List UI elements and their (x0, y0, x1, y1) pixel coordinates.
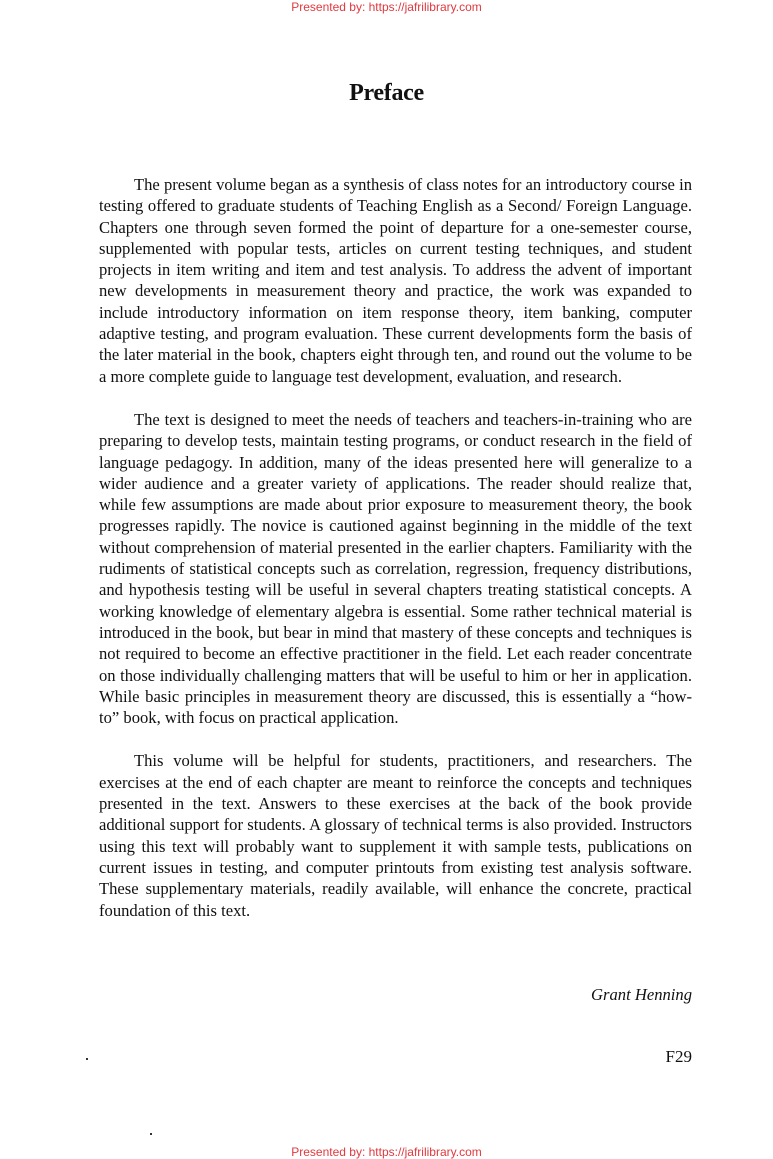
scan-speck (150, 1133, 152, 1135)
paragraph: This volume will be helpful for students, practitioners, and researchers. The exercises at the end of each chapter are meant to reinforce the concepts and techniques presented in the text. Answers to these exercises at the back of the book provide additional support for students. A glossary of technical terms is also provided. Instructors using this text will probably want to supplement it with sample tests, publications on current issues in testing, and computer printouts from existing test analysis software. These supplementary materials, readily available, will enhance the concrete, practical foundation of this text. (99, 751, 692, 920)
paragraph: The present volume began as a synthesis of class notes for an introductory course in testing offered to graduate students of Teaching English as a Second/ Foreign Language. Chapters one through seven formed the point of departure for a one-semester course, supplemented with popular tests, articles on current testing techniques, and student projects in item writing and item and test analysis. To address the advent of important new developments in measurement theory and practice, the work was expanded to include introductory information on item response theory, item banking, computer adaptive testing, and program evaluation. These current developments form the basis of the later material in the book, chapters eight through ten, and round out the volume to be a more complete guide to language test development, evaluation, and research. (99, 175, 692, 386)
paragraph: The text is designed to meet the needs of teachers and teachers-in-training who are preparing to develop tests, maintain testing programs, or conduct research in the field of language pedagogy. In addition, many of the ideas presented here will generalize to a wider audience and a greater variety of applications. The reader should realize that, while few assumptions are made about prior exposure to measurement theory, the book progresses rapidly. The novice is cautioned against beginning in the middle of the text without comprehension of material presented in the earlier chapters. Familiarity with the rudiments of statistical concepts such as correlation, regression, frequency distributions, and hypothesis testing will be useful in several chapters treating statistical concepts. A working knowledge of elementary algebra is essential. Some rather technical material is introduced in the book, but bear in mind that mastery of these concepts and techniques is not required to become an effective practitioner in the field. Let each reader concentrate on those individually challenging matters that will be useful to him or her in application. While basic principles in measurement theory are discussed, this is essentially a “how-to” book, with focus on practical application. (99, 409, 692, 728)
page-title: Preface (349, 80, 424, 106)
scan-speck (86, 1058, 88, 1060)
page-number: F29 (665, 1047, 692, 1066)
author-signature: Grant Henning (591, 985, 692, 1004)
watermark-top: Presented by: https://jafrilibrary.com (291, 0, 482, 14)
preface-body (99, 174, 692, 943)
watermark-bottom: Presented by: https://jafrilibrary.com (291, 1145, 482, 1159)
